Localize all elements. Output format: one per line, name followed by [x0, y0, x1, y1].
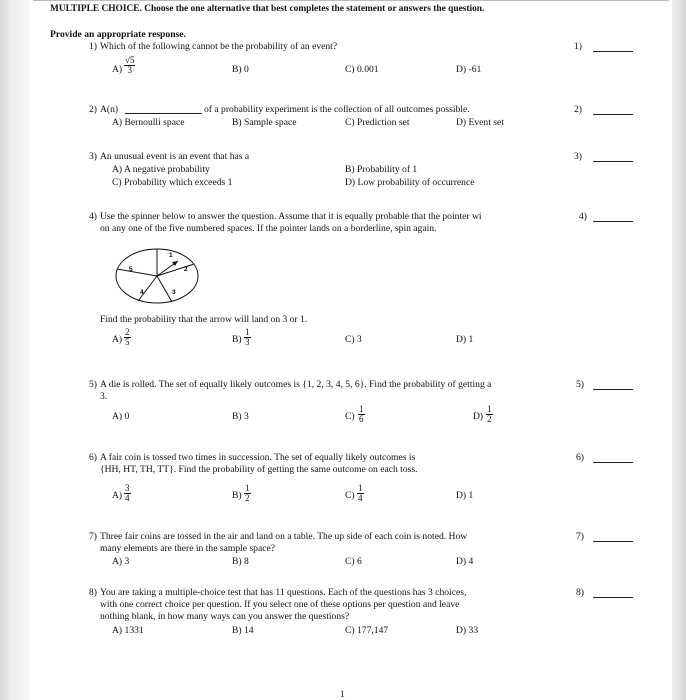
q8-choice-a: A) 1331	[112, 625, 144, 636]
q6-choice-c: C)	[345, 490, 355, 501]
spinner-diagram	[114, 247, 200, 305]
q4-b-denominator: 3	[245, 337, 250, 347]
spinner-label-3: 3	[172, 289, 176, 296]
q5-choice-d: D)	[473, 411, 484, 422]
q8-line1: You are taking a multiple-choice test that has 11 questions. Each of the questions has 3 choices,	[100, 587, 467, 598]
q4-answer-blank[interactable]	[593, 221, 633, 222]
q5-c-numerator: 1	[359, 404, 364, 414]
instruction: Provide an appropriate response.	[50, 29, 186, 40]
q8-choice-d: D) 33	[456, 625, 479, 636]
q5-choice-d-fraction	[486, 405, 493, 424]
q4-choice-d: D) 1	[456, 334, 474, 345]
q2-choice-c: C) Prediction set	[345, 117, 410, 128]
top-rule	[33, 0, 669, 1]
q3-answer-blank[interactable]	[593, 161, 633, 162]
q6-c-numerator: 1	[358, 483, 363, 493]
q1-choice-a-fraction	[124, 56, 135, 75]
q1-choice-c: C) 0.001	[345, 64, 379, 75]
q7-line2: many elements are there in the sample space?	[100, 543, 276, 554]
q5-answer-label: 5)	[576, 379, 584, 390]
left-page-edge	[0, 0, 29, 700]
spinner-label-1: 1	[169, 252, 173, 259]
q6-answer-label: 6)	[576, 452, 584, 463]
q5-answer-blank[interactable]	[593, 389, 633, 390]
q4-number: 4)	[89, 211, 97, 222]
q1-choice-d: D) -61	[456, 64, 482, 75]
q3-number: 3)	[89, 151, 97, 162]
q2-answer-label: 2)	[574, 104, 582, 115]
q6-line2: {HH, HT, TH, TT}. Find the probability of getting the same outcome on each toss.	[100, 464, 418, 475]
q4-line2: on any one of the five numbered spaces. If the pointer lands on a borderline, spin again.	[100, 223, 437, 234]
q6-number: 6)	[89, 452, 97, 463]
q5-line1: A die is rolled. The set of equally likely outcomes is {1, 2, 3, 4, 5, 6}. Find the probability of getting a	[100, 379, 492, 390]
q4-choice-b-fraction	[244, 328, 251, 347]
q8-line2: with one correct choice per question. If you select one of these options per question and leave	[100, 599, 460, 610]
q5-choice-b: B) 3	[232, 411, 249, 422]
q5-number: 5)	[89, 379, 97, 390]
q2-text-end: of a probability experiment is the collection of all outcomes possible.	[204, 104, 470, 115]
q7-line1: Three fair coins are tossed in the air and land on a table. The up side of each coin is noted. How	[100, 531, 468, 542]
q2-answer-blank[interactable]	[593, 114, 633, 115]
spinner-label-4: 4	[140, 289, 144, 296]
q1-a-numerator: √5	[125, 55, 135, 65]
q6-choice-a: A)	[112, 490, 123, 501]
q6-choice-a-fraction	[124, 484, 131, 503]
right-page-edge	[672, 0, 686, 700]
q4-line1: Use the spinner below to answer the question. Assume that it is equally probable that the pointer wi	[100, 211, 482, 222]
spinner-divider-left	[117, 269, 157, 276]
q8-answer-label: 8)	[576, 587, 584, 598]
q1-answer-blank[interactable]	[593, 51, 633, 52]
q1-choice-a: A)	[112, 64, 123, 75]
spinner-divider-right	[157, 264, 194, 276]
q1-answer-label: 1)	[574, 41, 582, 52]
q5-choice-c: C)	[345, 411, 355, 422]
q3-answer-label: 3)	[574, 151, 582, 162]
q7-choice-b: B) 8	[232, 556, 249, 567]
q6-b-denominator: 2	[245, 493, 250, 503]
q4-prompt: Find the probability that the arrow will land on 3 or 1.	[100, 314, 308, 325]
q2-choice-d: D) Event set	[456, 117, 504, 128]
q4-a-numerator: 2	[125, 327, 130, 337]
q8-number: 8)	[89, 587, 97, 598]
q6-a-numerator: 3	[125, 483, 130, 493]
q7-choice-c: C) 6	[345, 556, 362, 567]
q5-line2: 3.	[100, 391, 108, 402]
spinner-label-5: 5	[129, 266, 133, 273]
q8-answer-blank[interactable]	[593, 597, 633, 598]
q3-choice-d: D) Low probability of occurrence	[345, 177, 475, 188]
q1-number: 1)	[89, 41, 97, 52]
q2-text-start: A(n)	[100, 104, 119, 115]
q7-number: 7)	[89, 531, 97, 542]
q4-a-denominator: 5	[125, 337, 130, 347]
q5-d-denominator: 2	[487, 414, 492, 424]
q8-choice-b: B) 14	[232, 625, 254, 636]
q4-b-numerator: 1	[245, 327, 250, 337]
q4-choice-b: B)	[232, 334, 242, 345]
q6-choice-d: D) 1	[456, 490, 474, 501]
q6-choice-c-fraction	[357, 484, 364, 503]
q2-number: 2)	[89, 104, 97, 115]
q5-choice-c-fraction	[358, 405, 365, 424]
q6-choice-b-fraction	[244, 484, 251, 503]
q3-choice-a: A) A negative probability	[112, 164, 210, 175]
q1-text: Which of the following cannot be the probability of an event?	[100, 41, 338, 52]
q4-answer-label: 4)	[579, 211, 587, 222]
section-title: MULTIPLE CHOICE. Choose the one alternative that best completes the statement or answers the question.	[50, 4, 485, 14]
q6-line1: A fair coin is tossed two times in succession. The set of equally likely outcomes is	[100, 452, 416, 463]
q1-choice-b: B) 0	[232, 64, 249, 75]
q3-choice-b: B) Probability of 1	[345, 164, 418, 175]
q2-choice-b: B) Sample space	[232, 117, 297, 128]
q4-choice-c: C) 3	[345, 334, 362, 345]
q5-c-denominator: 6	[359, 414, 364, 424]
q6-b-numerator: 1	[245, 483, 250, 493]
spinner-label-2: 2	[184, 266, 188, 273]
q2-choice-a: A) Bernoulli space	[112, 117, 185, 128]
q2-fill-blank	[125, 113, 202, 114]
q4-choice-a: A)	[112, 334, 123, 345]
q1-a-denominator: 3	[127, 65, 132, 75]
q7-answer-label: 7)	[576, 531, 584, 542]
q5-choice-a: A) 0	[112, 411, 130, 422]
q6-answer-blank[interactable]	[593, 462, 633, 463]
q5-d-numerator: 1	[487, 404, 492, 414]
q6-a-denominator: 4	[125, 493, 130, 503]
q8-choice-c: C) 177,147	[345, 625, 389, 636]
q3-text: An unusual event is an event that has a	[100, 151, 250, 162]
q6-c-denominator: 4	[358, 493, 363, 503]
page-number: 1	[340, 689, 345, 700]
q7-choice-d: D) 4	[456, 556, 474, 567]
q7-choice-a: A) 3	[112, 556, 130, 567]
q8-line3: nothing blank, in how many ways can you answer the questions?	[100, 611, 350, 622]
q3-choice-c: C) Probability which exceeds 1	[112, 177, 233, 188]
q7-answer-blank[interactable]	[593, 541, 633, 542]
q6-choice-b: B)	[232, 490, 242, 501]
spinner-divider-bottom-right	[157, 276, 172, 302]
q4-choice-a-fraction	[124, 328, 131, 347]
